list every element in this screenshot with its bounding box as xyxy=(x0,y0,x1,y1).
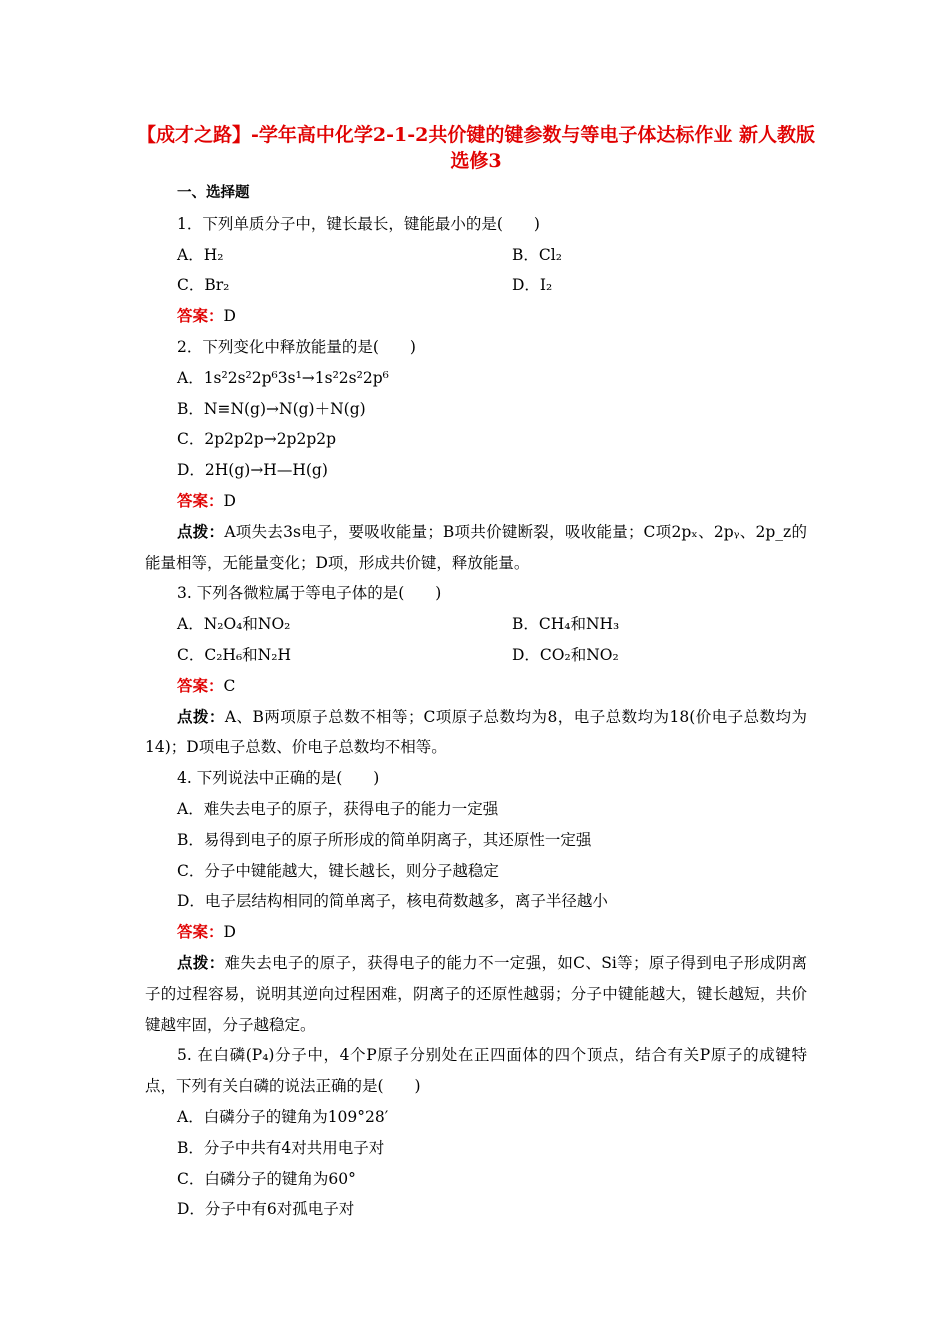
question-1-answer xyxy=(145,301,807,332)
document-page xyxy=(137,122,815,1225)
question-5-stem: 5. 在白磷(P₄)分子中，4个P原子分别处在正四面体的四个顶点，结合有关P原子的成键特点，下列有关白磷的说法正确的是( ) xyxy=(145,1046,807,1096)
question-5-option-d: D．分子中有6对孤电子对 xyxy=(177,1200,355,1219)
question-2-answer xyxy=(145,486,807,517)
question-1-stem: 1．下列单质分子中，键长最长，键能最小的是( ) xyxy=(177,214,540,233)
question-3-hint xyxy=(145,702,807,764)
question-2-hint xyxy=(145,517,807,579)
answer-value: D xyxy=(223,491,236,510)
question-5-option-a: A．白磷分子的键角为109°28′ xyxy=(177,1107,389,1126)
answer-value: D xyxy=(223,307,236,326)
question-3-options-row-1 xyxy=(145,609,807,640)
section-heading: 一、选择题 xyxy=(177,184,250,201)
question-3-option-c: C．C₂H₆和N₂H xyxy=(177,645,291,664)
question-4-stem: 4. 下列说法中正确的是( ) xyxy=(177,769,380,788)
question-5-option-c: C．白磷分子的键角为60° xyxy=(177,1169,356,1188)
question-5-option-b: B．分子中共有4对共用电子对 xyxy=(177,1138,385,1157)
question-1-options-row-2 xyxy=(145,270,807,301)
question-3-option-d: D．CO₂和NO₂ xyxy=(512,645,619,664)
hint-label: 点拨： xyxy=(177,952,225,972)
question-1-option-a: A．H₂ xyxy=(177,245,224,264)
answer-label: 答案： xyxy=(177,675,224,695)
answer-label: 答案： xyxy=(177,922,224,942)
hint-text: 难失去电子的原子，获得电子的能力不一定强，如C、Si等；原子得到电子形成阴离子的过程容易，说明其逆向过程困难，阴离子的还原性越弱；分子中键能越大，键长越短，共价键越牢固，分子越稳定。 xyxy=(145,953,807,1034)
hint-label: 点拨： xyxy=(177,706,225,726)
question-4-hint xyxy=(145,948,807,1040)
question-2-stem: 2．下列变化中释放能量的是( ) xyxy=(177,337,416,356)
question-4-answer xyxy=(145,917,807,948)
hint-text: A项失去3s电子，要吸收能量；B项共价键断裂，吸收能量；C项2pₓ、2pᵧ、2p_z的能量相等，无能量变化；D项，形成共价键，释放能量。 xyxy=(145,522,807,572)
question-3-option-a: A．N₂O₄和NO₂ xyxy=(177,615,291,634)
question-3-stem: 3. 下列各微粒属于等电子体的是( ) xyxy=(177,584,442,603)
question-3-answer xyxy=(145,671,807,702)
question-4-option-a: A．难失去电子的原子，获得电子的能力一定强 xyxy=(177,799,499,818)
question-1-option-d: D．I₂ xyxy=(512,276,553,295)
question-1-option-b: B．Cl₂ xyxy=(512,245,562,264)
hint-label: 点拨： xyxy=(177,521,225,541)
document-title: 【成才之路】-学年高中化学2-1-2共价键的键参数与等电子体达标作业 新人教版选修3 xyxy=(137,124,815,172)
answer-value: D xyxy=(223,923,236,942)
question-3-option-b: B．CH₄和NH₃ xyxy=(512,615,620,634)
question-2-option-d: D．2H(g)→H—H(g) xyxy=(177,461,328,480)
question-4-option-b: B．易得到电子的原子所形成的简单阴离子，其还原性一定强 xyxy=(177,830,592,849)
question-2-option-a: A．1s²2s²2p⁶3s¹→1s²2s²2p⁶ xyxy=(177,368,389,387)
question-1-option-c: C．Br₂ xyxy=(177,276,230,295)
hint-text: A、B两项原子总数不相等；C项原子总数均为8，电子总数均为18(价电子总数均为14)；D项电子总数、价电子总数均不相等。 xyxy=(145,707,807,757)
answer-label: 答案： xyxy=(177,490,224,510)
question-4-option-c: C．分子中键能越大，键长越长，则分子越稳定 xyxy=(177,861,499,880)
question-3-options-row-2 xyxy=(145,640,807,671)
answer-value: C xyxy=(223,676,236,695)
question-4-option-d: D．电子层结构相同的简单离子，核电荷数越多，离子半径越小 xyxy=(177,892,608,911)
question-2-option-c: C．2p2p2p→2p2p2p xyxy=(177,430,337,449)
question-1-options-row-1 xyxy=(145,240,807,271)
answer-label: 答案： xyxy=(177,306,224,326)
question-2-option-b: B．N≡N(g)→N(g)＋N(g) xyxy=(177,399,366,418)
